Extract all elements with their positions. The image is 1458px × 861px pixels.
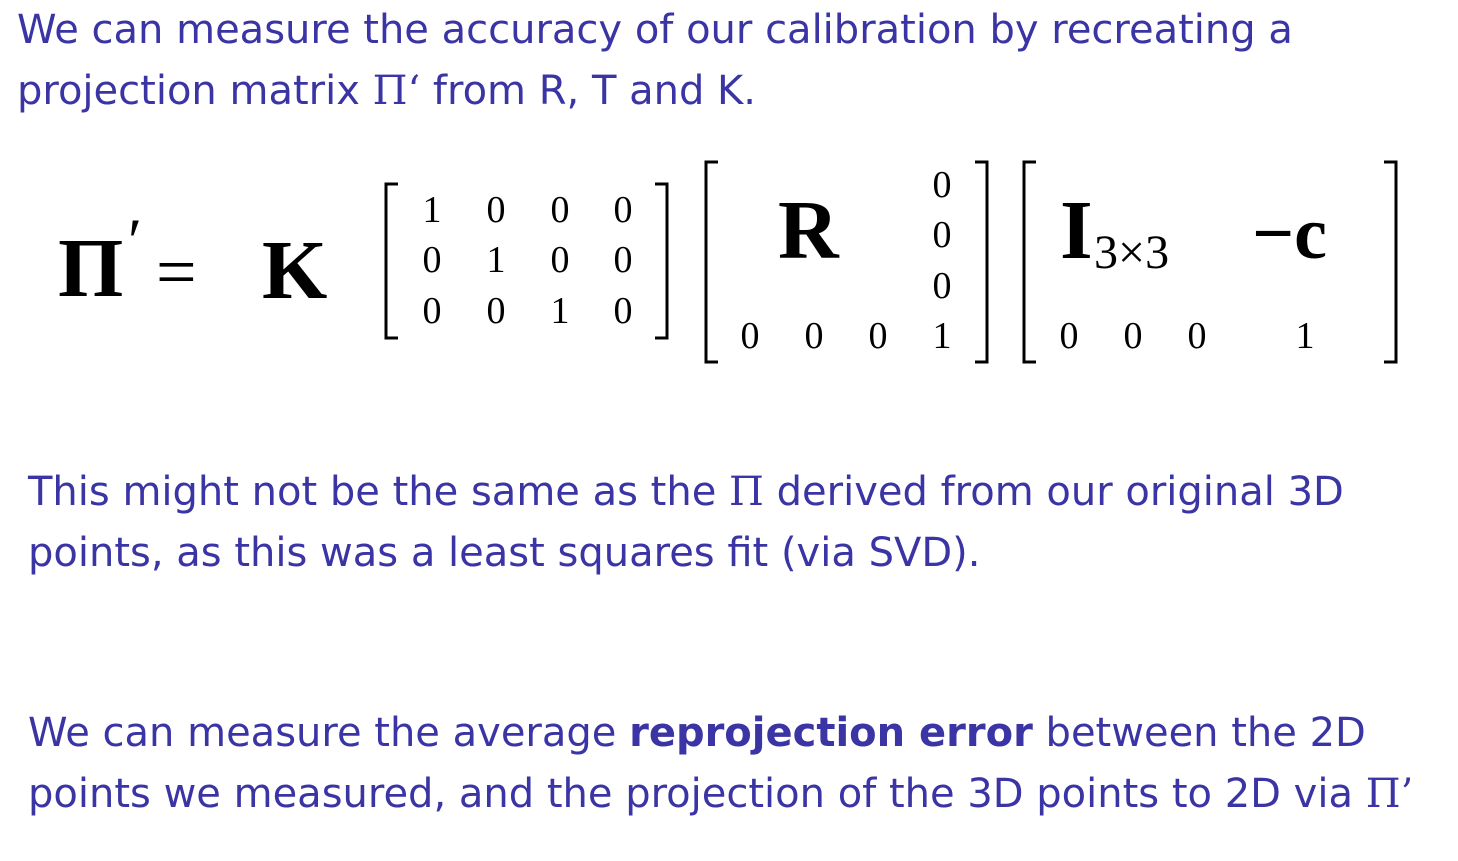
matrix3-bottom-cell: 0 [1059, 315, 1079, 357]
reprojection-line-1 [28, 703, 1413, 764]
equation-prime: ′ [128, 205, 142, 276]
intro-line-1: We can measure the accuracy of our calibration by recreating a [17, 7, 1293, 53]
intro-line-2 [17, 61, 1293, 122]
matrix2 [741, 164, 952, 357]
matrix2-bottom-cell: 0 [740, 315, 760, 357]
equation-pi: Π [58, 222, 124, 315]
matrix1-cell: 0 [550, 189, 570, 231]
matrix1-cell: 0 [613, 290, 633, 332]
reprojection-line-1-start: We can measure the average [28, 710, 630, 756]
reprojection-paragraph [28, 703, 1413, 825]
intro-line-2-end: from R, T and K. [420, 68, 757, 114]
matrix3-identity-subscript: 3×3 [1094, 226, 1170, 279]
equation-equals: = [156, 232, 197, 312]
matrix3-right-bracket [1384, 162, 1396, 362]
matrix1-cell: 0 [486, 290, 506, 332]
intro-line-2-start: projection matrix [17, 68, 373, 114]
matrix2-bottom-cell: 0 [868, 315, 888, 357]
reprojection-line-2 [28, 764, 1413, 825]
pi-symbol: Π [729, 469, 764, 515]
least-squares-line-2: points, as this was a least squares fit (via SVD). [28, 530, 981, 576]
least-squares-line-1-start: This might not be the same as the [28, 469, 730, 515]
least-squares-line-1 [28, 462, 1344, 523]
pi-prime-symbol-end: Π’ [1365, 771, 1414, 817]
matrix3-bottom-one: 1 [1295, 315, 1315, 357]
matrix2-bottom-cell: 1 [932, 315, 952, 357]
reprojection-line-2-start: points we measured, and the projection of the 3D points to 2D via [28, 771, 1366, 817]
matrix3-left-bracket [1024, 162, 1036, 362]
least-squares-line-1-end: derived from our original 3D [763, 469, 1344, 515]
reprojection-line-1-end: between the 2D [1032, 710, 1366, 756]
matrix1-cell: 0 [613, 189, 633, 231]
matrix3-negative-c: −c [1252, 193, 1328, 275]
matrix2-r: R [778, 184, 839, 277]
matrix2-right-bracket [975, 162, 987, 362]
matrix1-cell: 1 [422, 189, 442, 231]
least-squares-paragraph [28, 462, 1344, 584]
matrix1-cell: 0 [422, 239, 442, 281]
matrix2-column-cell: 0 [932, 265, 952, 307]
matrix2-bottom-cell: 0 [804, 315, 824, 357]
matrix1-cell: 0 [550, 239, 570, 281]
matrix1-left-bracket [386, 184, 398, 338]
matrix2-column-cell: 0 [932, 164, 952, 206]
matrix2-left-bracket [706, 162, 718, 362]
matrix1-cell: 0 [422, 290, 442, 332]
projection-equation [0, 140, 1458, 380]
matrix1-right-bracket [655, 184, 667, 338]
equation-k: K [262, 224, 328, 317]
matrix3-bottom-cell: 0 [1187, 315, 1207, 357]
matrix3 [1060, 315, 1315, 357]
intro-paragraph [17, 0, 1293, 122]
matrix1-cell: 1 [486, 239, 506, 281]
matrix2-column-cell: 0 [932, 214, 952, 256]
matrix3-identity: I [1060, 184, 1093, 277]
matrix1-cell: 0 [613, 239, 633, 281]
reprojection-error-term: reprojection error [629, 710, 1033, 756]
pi-prime-symbol: Π‘ [372, 68, 421, 114]
matrix3-bottom-cell: 0 [1123, 315, 1143, 357]
matrix1-cell: 1 [550, 290, 570, 332]
matrix1 [423, 189, 633, 332]
matrix1-cell: 0 [486, 189, 506, 231]
